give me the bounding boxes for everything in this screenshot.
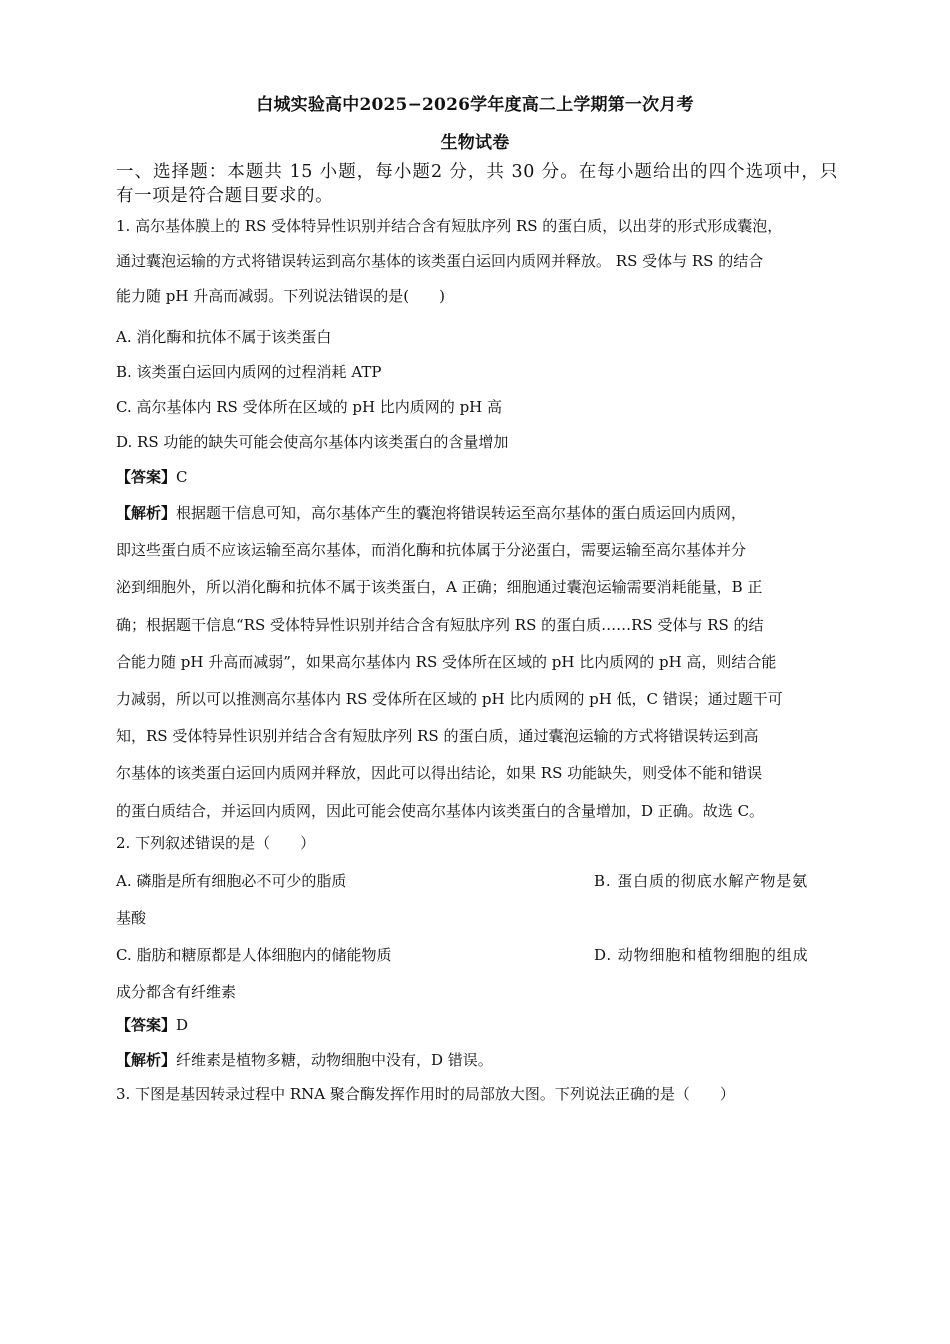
q1-analysis-line: 根据题干信息可知，高尔基体产生的囊泡将错误转运至高尔基体的蛋白质运回内质网， [176, 504, 747, 522]
section-intro: 一、选择题：本题共 15 小题，每小题2 分，共 30 分。在每小题给出的四个选项中，只有一项是符合题目要求的。 [116, 162, 838, 206]
q1-option-b: B. 该类蛋白运回内质网的过程消耗 ATP [116, 363, 382, 381]
exam-subtitle: 生物试卷 [440, 133, 510, 153]
q2-options [116, 863, 838, 1011]
question-2 [116, 828, 838, 858]
q2-stem: 2. 下列叙述错误的是（ ） [116, 834, 316, 852]
analysis-label: 【解析】 [116, 1051, 177, 1069]
q1-options [116, 320, 838, 460]
q1-option-c: C. 高尔基体内 RS 受体所在区域的 pH 比内质网的 pH 高 [116, 398, 503, 416]
exam-title: 白城实验高中2025−2026学年度高二上学期第一次月考 [256, 95, 694, 115]
q2-option-c: C. 脂肪和糖原都是人体细胞内的储能物质 [116, 946, 392, 964]
answer-label: 【答案】 [116, 468, 177, 486]
answer-value: D [176, 1016, 189, 1034]
question-3 [116, 1079, 838, 1109]
q1-analysis-line: 尔基体的该类蛋白运回内质网并释放，因此可以得出结论，如果 RS 功能缺失，则受体不能和错误 [116, 764, 763, 783]
q1-answer [116, 460, 838, 495]
q1-analysis [116, 495, 838, 830]
question-1 [116, 209, 838, 314]
q2-option-a: A. 磷脂是所有细胞必不可少的脂质 [116, 872, 347, 890]
q2-option-d: D. 动物细胞和植物细胞的组成 [594, 946, 809, 964]
q2-option-b-cont: 基酸 [116, 909, 147, 927]
q2-option-d-cont: 成分都含有纤维素 [116, 983, 237, 1001]
answer-label: 【答案】 [116, 1016, 177, 1034]
q1-analysis-line: 确；根据题干信息“RS 受体特异性识别并结合含有短肽序列 RS 的蛋白质……RS 受体与 RS 的结 [116, 615, 764, 634]
q2-option-b: B. 蛋白质的彻底水解产物是氨 [594, 872, 809, 890]
q1-analysis-line: 即这些蛋白质不应该运输至高尔基体，而消化酶和抗体属于分泌蛋白，需要运输至高尔基体并分 [116, 541, 747, 560]
q1-stem-line: 1. 高尔基体膜上的 RS 受体特异性识别并结合含有短肽序列 RS 的蛋白质，以出芽的形式形成囊泡， [116, 217, 783, 235]
analysis-label: 【解析】 [116, 504, 177, 522]
q3-stem: 3. 下图是基因转录过程中 RNA 聚合酶发挥作用时的局部放大图。下列说法正确的是（ ） [116, 1085, 735, 1103]
answer-value: C [176, 468, 188, 486]
q1-stem-line: 能力随 pH 升高而减弱。下列说法错误的是( ) [116, 287, 445, 305]
q1-analysis-line: 力减弱，所以可以推测高尔基体内 RS 受体所在区域的 pH 比内质网的 pH 低，C 错误；通过题干可 [116, 689, 783, 708]
q2-answer [116, 1010, 838, 1040]
q1-analysis-line: 泌到细胞外，所以消化酶和抗体不属于该类蛋白，A 正确；细胞通过囊泡运输需要消耗能量，B 正 [116, 578, 763, 597]
q1-stem-line: 通过囊泡运输的方式将错误转运到高尔基体的该类蛋白运回内质网并释放。 RS 受体与 RS 的结合 [116, 252, 764, 270]
q1-option-d: D. RS 功能的缺失可能会使高尔基体内该类蛋白的含量增加 [116, 433, 509, 451]
q1-analysis-line: 的蛋白质结合，并运回内质网，因此可能会使高尔基体内该类蛋白的含量增加，D 正确。故选 C。 [116, 801, 765, 820]
q1-option-a: A. 消化酶和抗体不属于该类蛋白 [116, 328, 332, 346]
q2-analysis-text: 纤维素是植物多糖，动物细胞中没有，D 错误。 [176, 1051, 493, 1069]
q1-analysis-line: 合能力随 pH 升高而减弱”，如果高尔基体内 RS 受体所在区域的 pH 比内质网的 pH 高，则结合能 [116, 652, 777, 671]
q1-analysis-line: 知，RS 受体特异性识别并结合含有短肽序列 RS 的蛋白质，通过囊泡运输的方式将错误转运到高 [116, 727, 759, 746]
q2-analysis [116, 1045, 838, 1075]
